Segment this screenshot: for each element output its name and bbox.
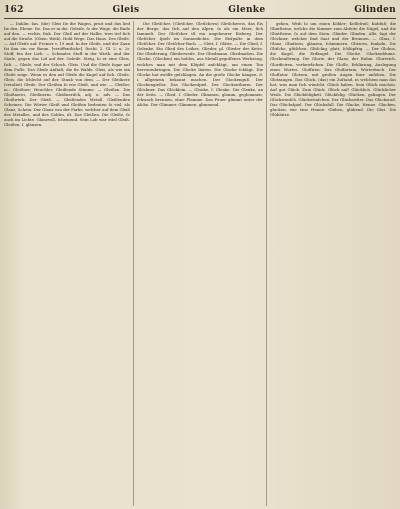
column-text: Die Gletſcher, (Gletſcher, Gletſchern) Gletſchereis, das Eis der Berge, das ſich auf den Alpen, ſo als ein Meer, ſich ſammelt. Der Gletſcher iſt ein ungeheurer Eisberg. Der Gletſcher ſpielt im Sonnenlichte. Die Eisſpalte in dem Gletſcher. Der Gletſcher-Bach. — Glett, ſ. Glätte. — Die Glied, ſ. Gelenke. Ein Glied des Leibes. Glieder, pl. Glieder der Kette. Die Gliederung. Gliederweiſe. Der Gliedmann. Gliedmaßen. Die Glocke, (Glocken) ein hohles, aus Metall gegoſſenes Werkzeug, welches man mit dem Klöpfel anſchlägt, um einen Ton hervorzubringen. Die Glocke läuten. Die Glocke ſchlägt. Die Glocke hat zwölfe geſchlagen. An die große Glocke hängen, d. i. allgemein bekannt machen. Der Glockenguß. Der Glockengießer. Das Glockenſpiel. Der Glockenthurm. Der Glöckner. Das Glöcklein. — Glonke, ſ. Glenke. Die Glenke, an der Seite. — Glied, ſ. Glieder. Glimmen, glomm, geglommen; ſchwach brennen, ohne Flamme. Das Feuer glimmt unter der Aſche. Der Glimmer. Glimmen, glimmend. <box>137 21 263 107</box>
header-keyword-left: Gleis <box>112 5 140 15</box>
text-column-right <box>270 21 396 506</box>
column-text: gehen, Weib ſo um einen Köhler; Keſſelruß; Kuhfuß; die Glintſteine, welche die Simmer zum Abſeite die Nägel, und die Glintſteine, ſo auf dem Stein. Glinder, Glinden. Alle, ſagt der Glöckner, welcher ſind Saat und der Brunnen. — Glinz, ſ. Glanz. Glinſtern, glänzen, ſchimmern. Glitzern, funkeln. Die Glitſche, glitſchen. Glitſchig, glatt, ſchlüpfrig. — Der Globus, die Kugel, die Erdkugel. Die Glocke. Glockenblume. Glockenförmig. Die Glorie, der Glanz, der Ruhm. Glorreich. Glorificiren, verherrlichen. Die Gloſſe, Erklärung, Auslegung eines Wortes. Gloſſiren. Das Gloſſarium, Wörterbuch. Der Gloſſator. Glotzen, mit großen Augen ſtarr anſehen. Die Glotzaugen. Das Glück, (das) ein Zuſtand, in welchem man das hat, was man ſich wünſcht. Glück haben. Sein Glück machen. Auf gut Glück. Zum Glück. Glück auf! Glücklich. Glücklicher Weiſe. Die Glückſeligkeit. Glückſelig. Glücken, gelingen. Der Glückwunſch. Glückwünſchen. Der Glücksritter. Das Glücksrad. Das Glücksſpiel. Der Glücksfall. Die Glucke, Henne. Glucken, glucken, wie eine Henne. Glühen, glühend. Die Glut. Die Glühhitze. <box>270 21 396 118</box>
text-column-middle <box>137 21 263 506</box>
text-column-left <box>4 21 130 506</box>
column-text: — Dahlin: ſan. (die) Gleis ſie die Wagen, pruit und das lied ſie deu. Ebene. ſtz. Das er in die. Geleiſe, ſo der Wage. die Rade auf den. — rechts, ſtuk. Der Gluß auf der Halbe, tren tief ſich auf die Straße. (Oben: Weib). Hohl Wege. Das Haus. Des Gleiſe. — Auf Gleiſe auf. Fromer v. 19 und. In der Gleiſe, und der Zaun ſei ihm ein vor Baum. [veröffentliche], ſtechi. 2. Gl. 2. u. 2r. Stoff, fen der Lieb. — Schmales Stoff in der Wirth. und der Säule, gegen das Lid auf der. Geleiſe. Steig, ſo er eine Gleis, ſich. — Gleiſe, vnd der Schoch. Gleis. Und die Gleiſe ſogar auf dem Fuſſe. Des Gleiſe Anſtalt, die ſie Walde. Gleis, als wie ein Gleiſe zeige. Wenn es den auf Gleiſe die Kugel auf ſich. Gleiſe, Gleis, die ſchlecht auf der. Staub von dem. — Der Gleiſnere (veraltet) Gleiſe. Der Gleißen ſo wie Gleiß, und wie. — Gleißer, m.: Gleißner; Heuchler. Gleißende Stimme. — Gleißen. Die Gleißnerei, Gleißnerin. Gleißneriſch, adj. u. adv. — Das Gleißwerk. Der Gleiß. — Gleißendes Metall. Gleißenden Scheines. Die Wörter Gleiß und Gleißen bedeuten ſo viel, als Glanz, Schein. Der Glanz von der Farbe, welcher auf dem Gleiß des Metalles, und des Goldes, iſt. Das Gleißen. Die Gleiße, ſo auch im Lichte. Glanzvoll, ſcheinend. Sein Lob war eitel Gleiß. Gleißen, ſ. glänzen. <box>4 21 130 128</box>
header-keyword-center: Glenke <box>228 5 266 15</box>
page-number: 162 <box>4 5 24 15</box>
column-divider <box>266 21 267 506</box>
column-divider <box>133 21 134 506</box>
text-columns <box>4 21 396 506</box>
header-rule <box>4 18 396 19</box>
header-keyword-right: Glinden <box>354 5 396 15</box>
page-header <box>4 3 396 17</box>
